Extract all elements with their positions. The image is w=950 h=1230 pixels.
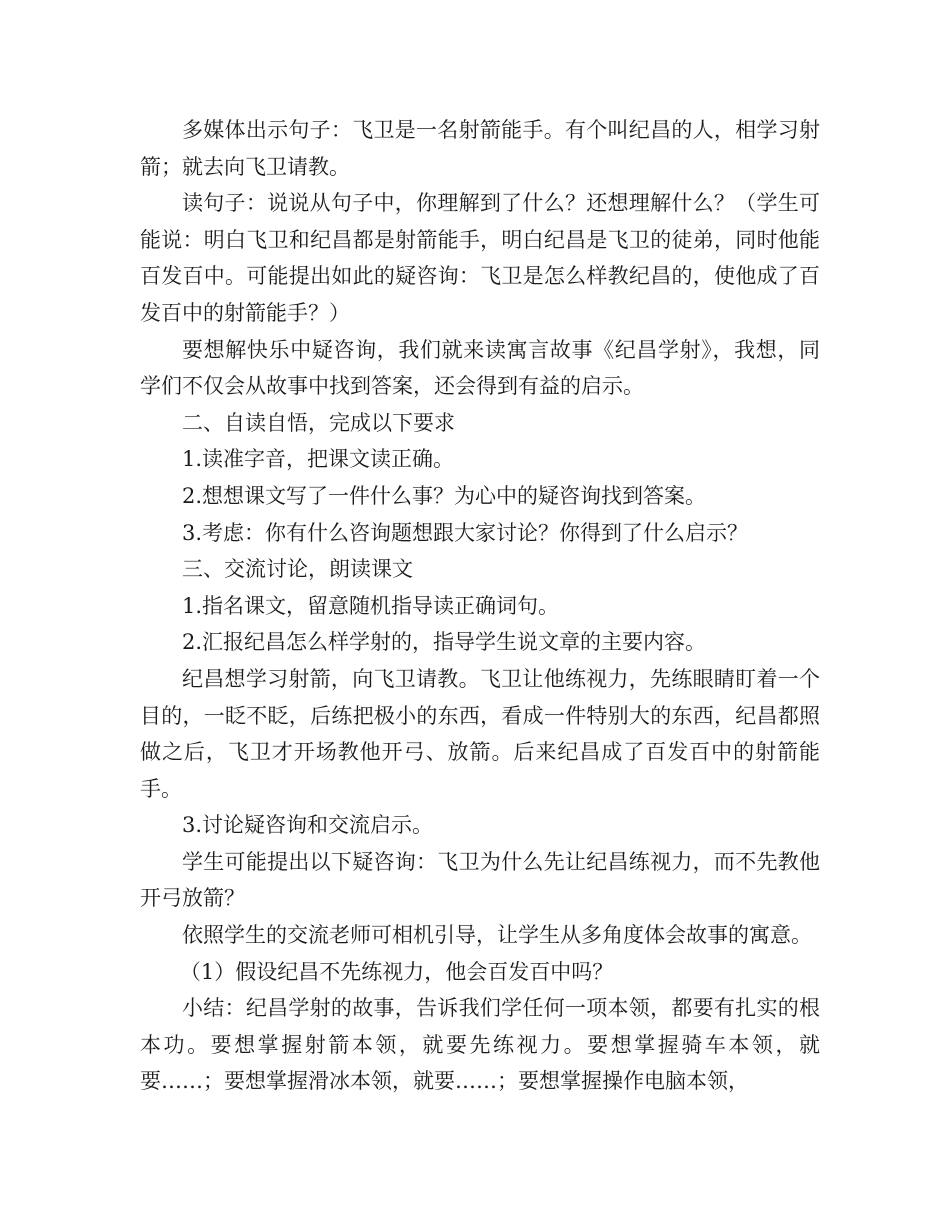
list-item-1: 1.读准字音，把课文读正确。 [182, 447, 455, 472]
document-body [140, 112, 820, 1100]
list-item-2: 2.想想课文写了一件什么事？为心中的疑咨询找到答案。 [182, 483, 707, 508]
paragraph-story-intro: 要想解快乐中疑咨询，我们就来读寓言故事《纪昌学射》，我想，同学们不仅会从故事中找到答案，还会得到有益的启示。 [140, 337, 820, 399]
paragraph-multimedia-sentence: 多媒体出示句子：飞卫是一名射箭能手。有个叫纪昌的人，相学习射箭；就去向飞卫请教。 [140, 118, 820, 179]
sub-question-1: （1）假设纪昌不先练视力，他会百发百中吗？ [179, 959, 614, 984]
list-item-3: 3.考虑：你有什么咨询题想跟大家讨论？你得到了什么启示？ [182, 520, 749, 545]
paragraph-read-sentence: 读句子：说说从句子中，你理解到了什么？还想理解什么？（学生可能说：明白飞卫和纪昌都是射箭能手，明白纪昌是飞卫的徒弟，同时他能百发百中。可能提出如此的疑咨询：飞卫是怎么样教纪昌的，使他成了百发百中的射箭能手？） [140, 191, 820, 325]
section-heading-self-reading: 二、自读自悟，完成以下要求 [182, 410, 455, 435]
paragraph-conclusion: 小结：纪昌学射的故事，告诉我们学任何一项本领，都要有扎实的根本功。要想掌握射箭本领，就要先练视力。要想掌握骑车本领，就要……；要想掌握滑冰本领，就要……；要想掌握操作电脑本领， [140, 996, 820, 1094]
paragraph-teacher-guidance: 依照学生的交流老师可相机引导，让学生从多角度体会故事的寓意。 [182, 923, 812, 948]
paragraph-story-summary: 纪昌想学习射箭，向飞卫请教。飞卫让他练视力，先练眼睛盯着一个目的，一眨不眨，后练把极小的东西，看成一件特别大的东西，纪昌都照做之后，飞卫才开场教他开弓、放箭。后来纪昌成了百发百中的射箭能手。 [140, 666, 820, 801]
paragraph-student-question: 学生可能提出以下疑咨询：飞卫为什么先让纪昌练视力，而不先教他开弓放箭？ [140, 849, 820, 911]
list-item-1: 1.指名课文，留意随机指导读正确词句。 [182, 593, 560, 618]
section-heading-discussion: 三、交流讨论，朗读课文 [182, 557, 413, 582]
list-item-2: 2.汇报纪昌怎么样学射的，指导学生说文章的主要内容。 [182, 630, 707, 655]
list-item-3: 3.讨论疑咨询和交流启示。 [182, 813, 434, 838]
